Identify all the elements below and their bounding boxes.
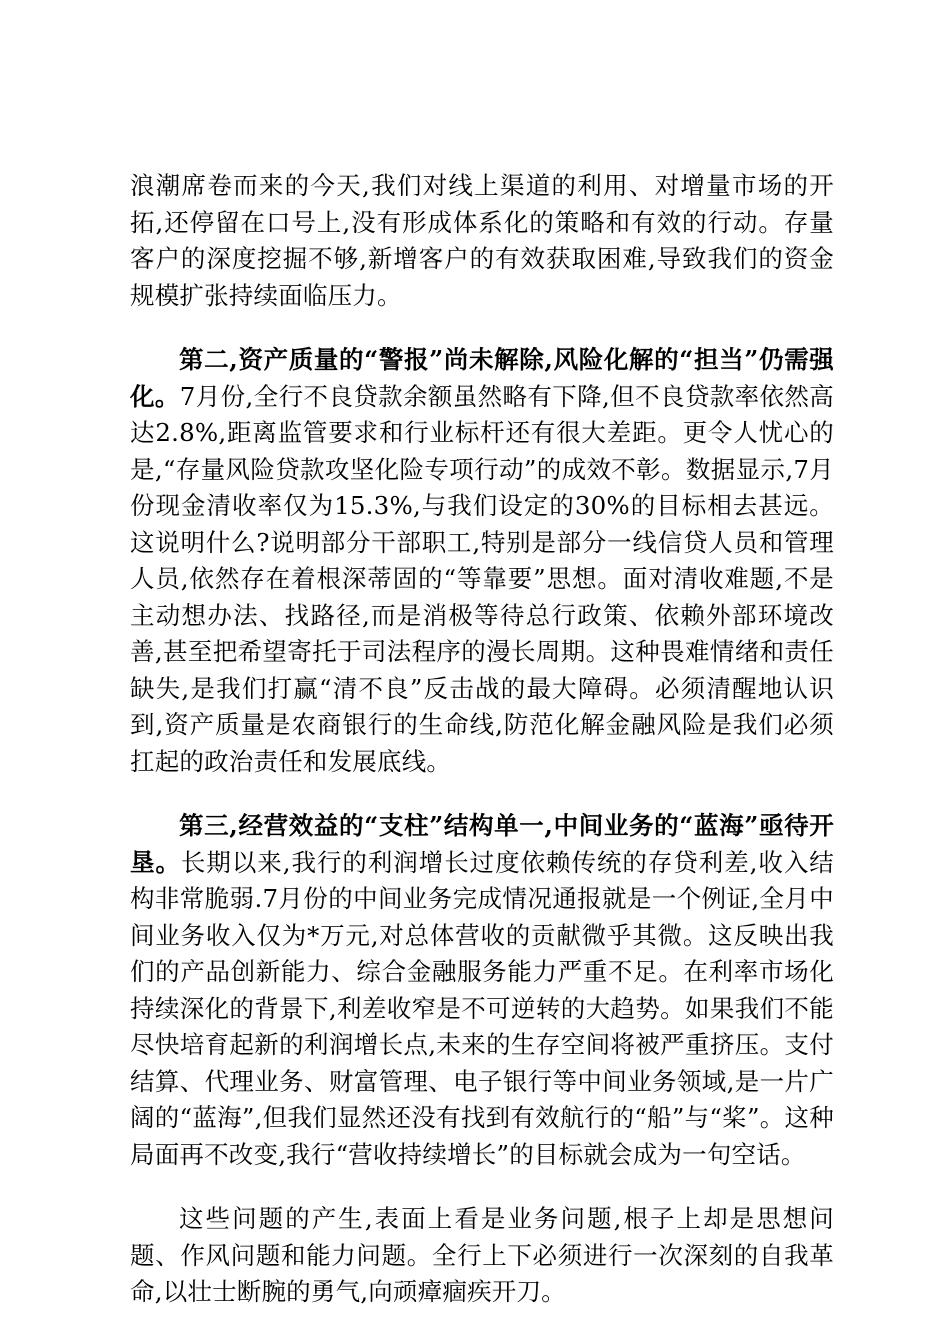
paragraph-body: 浪潮席卷而来的今天,我们对线上渠道的利用、对增量市场的开拓,还停留在口号上,没有形成体系化的策略和有效的行动。存量客户的深度挖掘不够,新增客户的有效获取困难,导致我们的资金规模扩张持续面临压力。 [130,171,834,310]
paragraph-asset-quality [130,342,834,780]
paragraph-body: 长期以来,我行的利润增长过度依赖传统的存贷利差,收入结构非常脆弱.7月份的中间业务完成情况通报就是一个例证,全月中间业务收入仅为*万元,对总体营收的贡献微乎其微。这反映出我们的产品创新能力、综合金融服务能力严重不足。在利率市场化持续深化的背景下,利差收窄是不可逆转的大趋势。如果我们不能尽快培育起新的利润增长点,未来的生存空间将被严重挤压。支付结算、代理业务、财富管理、电子银行等中间业务领域,是一片广阔的“蓝海”,但我们显然还没有找到有效航行的“船”与“桨”。这种局面再不改变,我行“营收持续增长”的目标就会成为一句空话。 [130,847,834,1169]
paragraph-heading: 第二,资产质量的“警报”尚未解除,风险化解的“担当”仍需强化。 [130,345,834,411]
paragraph-body: 7月份,全行不良贷款余额虽然略有下降,但不良贷款率依然高达2.8%,距离监管要求和行业标杆还有很大差距。更令人忧心的是,“存量风险贷款攻坚化险专项行动”的成效不彰。数据显示,7月份现金清收率仅为15.3%,与我们设定的30%的目标相去甚远。这说明什么?说明部分干部职工,特别是部分一线信贷人员和管理人员,依然存在着根深蒂固的“等靠要”思想。面对清收难题,不是主动想办法、找路径,而是消极等待总行政策、依赖外部环境改善,甚至把希望寄托于司法程序的漫长周期。这种畏难情绪和责任缺失,是我们打赢“清不良”反击战的最大障碍。必须清醒地认识到,资产质量是农商银行的生命线,防范化解金融风险是我们必须扛起的政治责任和发展底线。 [130,381,835,776]
paragraph-continuation [130,168,834,314]
paragraph-conclusion [130,1201,834,1311]
paragraph-operating-income [130,808,834,1173]
paragraph-body: 这些问题的产生,表面上看是业务问题,根子上却是思想问题、作风问题和能力问题。全行上下必须进行一次深刻的自我革命,以壮士断腕的勇气,向顽瘴痼疾开刀。 [130,1204,834,1306]
paragraph-heading: 第三,经营效益的“支柱”结构单一,中间业务的“蓝海”亟待开垦。 [130,811,834,877]
document-page [130,168,834,1311]
